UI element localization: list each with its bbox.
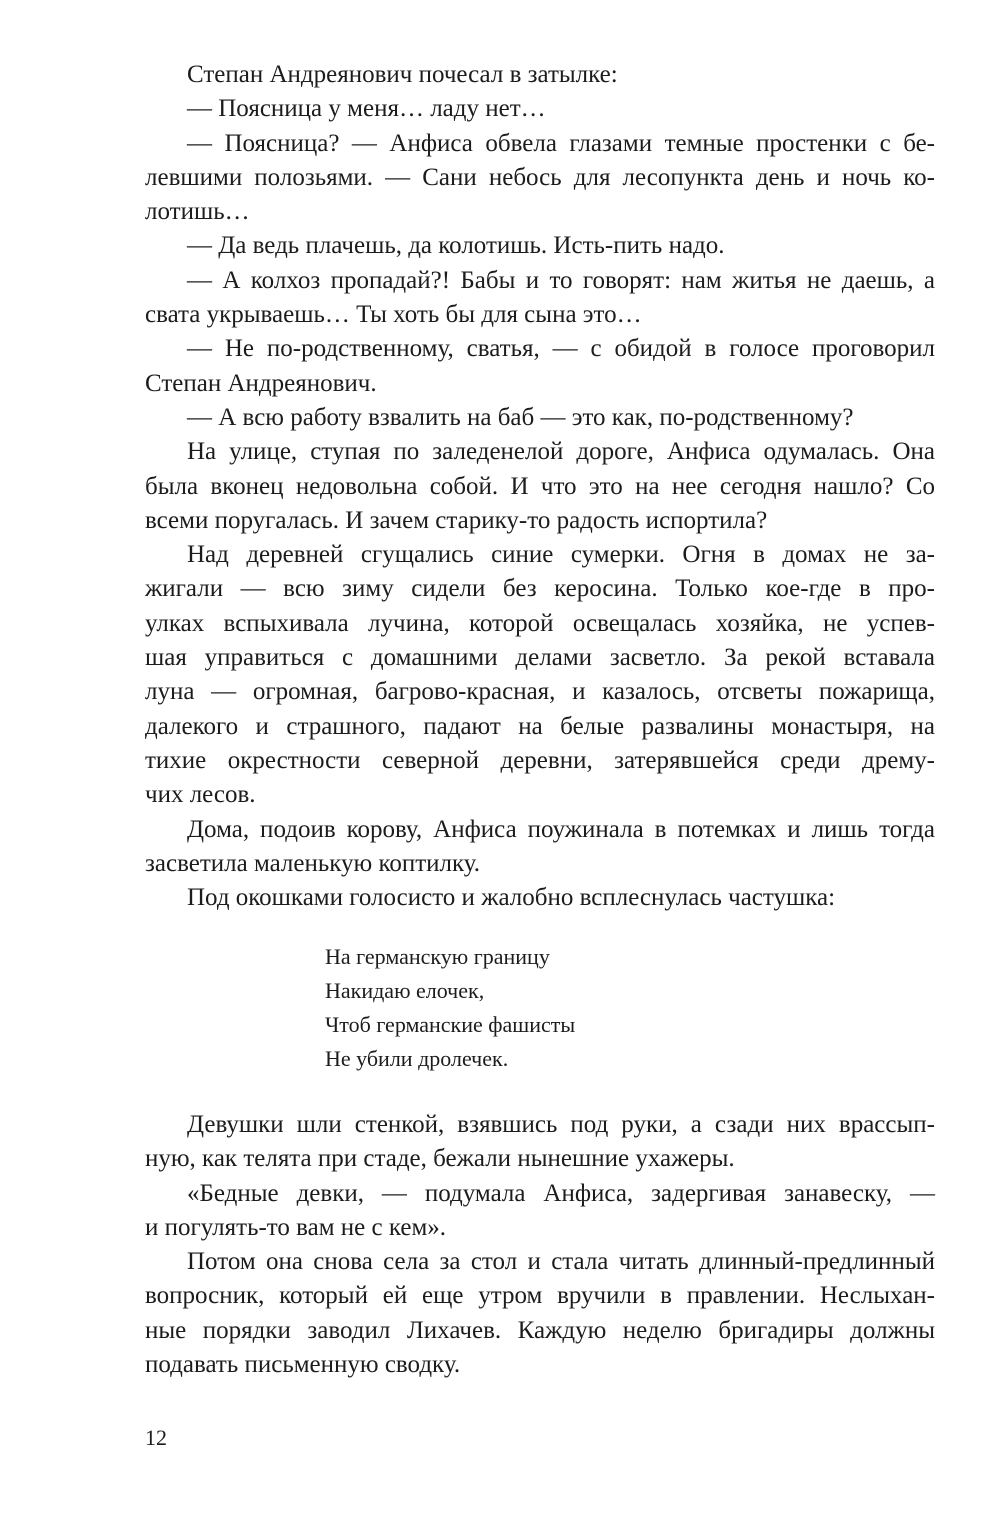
text-line: свата укрываешь… Ты хоть бы для сына это… (145, 301, 642, 329)
verse-line: Накидаю елочек, (325, 978, 485, 1003)
text-line: Потом она снова села за стол и стала читать длинный-предлинный (187, 1248, 935, 1276)
text-line: левшими полозьями. — Сани небось для лесопункта день и ночь ко- (145, 163, 935, 191)
text-line: далекого и страшного, падают на белые развалины монастыря, на (145, 712, 935, 740)
main-text-continued (145, 1108, 935, 1382)
text-line: — Поясница? — Анфиса обвела глазами темные простенки с бе- (187, 129, 935, 157)
text-line: луна — огромная, багрово-красная, и казалось, отсветы пожарища, (145, 678, 935, 706)
text-line: лотишь… (145, 198, 250, 226)
text-line: засветила маленькую коптилку. (145, 849, 481, 877)
text-line: Дома, подоив корову, Анфиса поужинала в потемках и лишь тогда (187, 815, 935, 843)
text-line: жигали — всю зиму сидели без керосина. Только кое-где в про- (145, 575, 935, 603)
text-line: На улице, ступая по заледенелой дороге, Анфиса одумалась. Она (187, 438, 935, 466)
page-number: 12 (145, 1425, 167, 1450)
text-line: — Да ведь плачешь, да колотишь. Исть-пить надо. (187, 232, 725, 260)
verse-line: Чтоб германские фашисты (325, 1012, 576, 1037)
text-line: шая управиться с домашними делами засветло. За рекой вставала (145, 644, 935, 672)
text-line: чих лесов. (145, 781, 256, 809)
text-line: Степан Андреянович. (145, 369, 377, 397)
text-line: — Поясница у меня… ладу нет… (187, 95, 546, 123)
verse-line: На германскую границу (325, 944, 550, 969)
verse-block (325, 940, 575, 1076)
text-line: подавать письменную сводку. (145, 1351, 461, 1379)
text-line: ную, как телята при стаде, бежали нынешние ухажеры. (145, 1145, 735, 1173)
text-line: была вконец недовольна собой. И что это на нее сегодня нашло? Со (145, 472, 935, 500)
text-line: «Бедные девки, — подумала Анфиса, задергивая занавеску, — (187, 1179, 935, 1207)
text-line: Над деревней сгущались синие сумерки. Огня в домах не за- (187, 541, 935, 569)
text-line: всеми поругалась. И зачем старику-то радость испортила? (145, 506, 768, 534)
text-line: — Не по-родственному, сватья, — с обидой в голосе проговорил (187, 335, 935, 363)
text-line: Степан Андреянович почесал в затылке: (187, 61, 618, 88)
main-text (145, 58, 935, 915)
text-line: ные порядки заводил Лихачев. Каждую неделю бригадиры должны (145, 1316, 935, 1344)
text-line: Девушки шли стенкой, взявшись под руки, а сзади них врассып- (187, 1111, 935, 1138)
text-line: улках вспыхивала лучина, которой освещалась хозяйка, не успев- (145, 609, 935, 637)
text-line: тихие окрестности северной деревни, затерявшейся среди дрему- (145, 746, 935, 774)
text-line: — А колхоз пропадай?! Бабы и то говорят: нам житья не даешь, а (187, 266, 935, 294)
text-line: и погулять-то вам не с кем». (145, 1213, 447, 1241)
text-line: — А всю работу взвалить на баб — это как, по-родственному? (187, 403, 854, 431)
text-line: вопросник, который ей еще утром вручили в правлении. Неслыхан- (145, 1282, 935, 1310)
verse-line: Не убили дролечек. (325, 1046, 509, 1071)
text-line: Под окошками голосисто и жалобно всплеснулась частушка: (187, 884, 836, 912)
